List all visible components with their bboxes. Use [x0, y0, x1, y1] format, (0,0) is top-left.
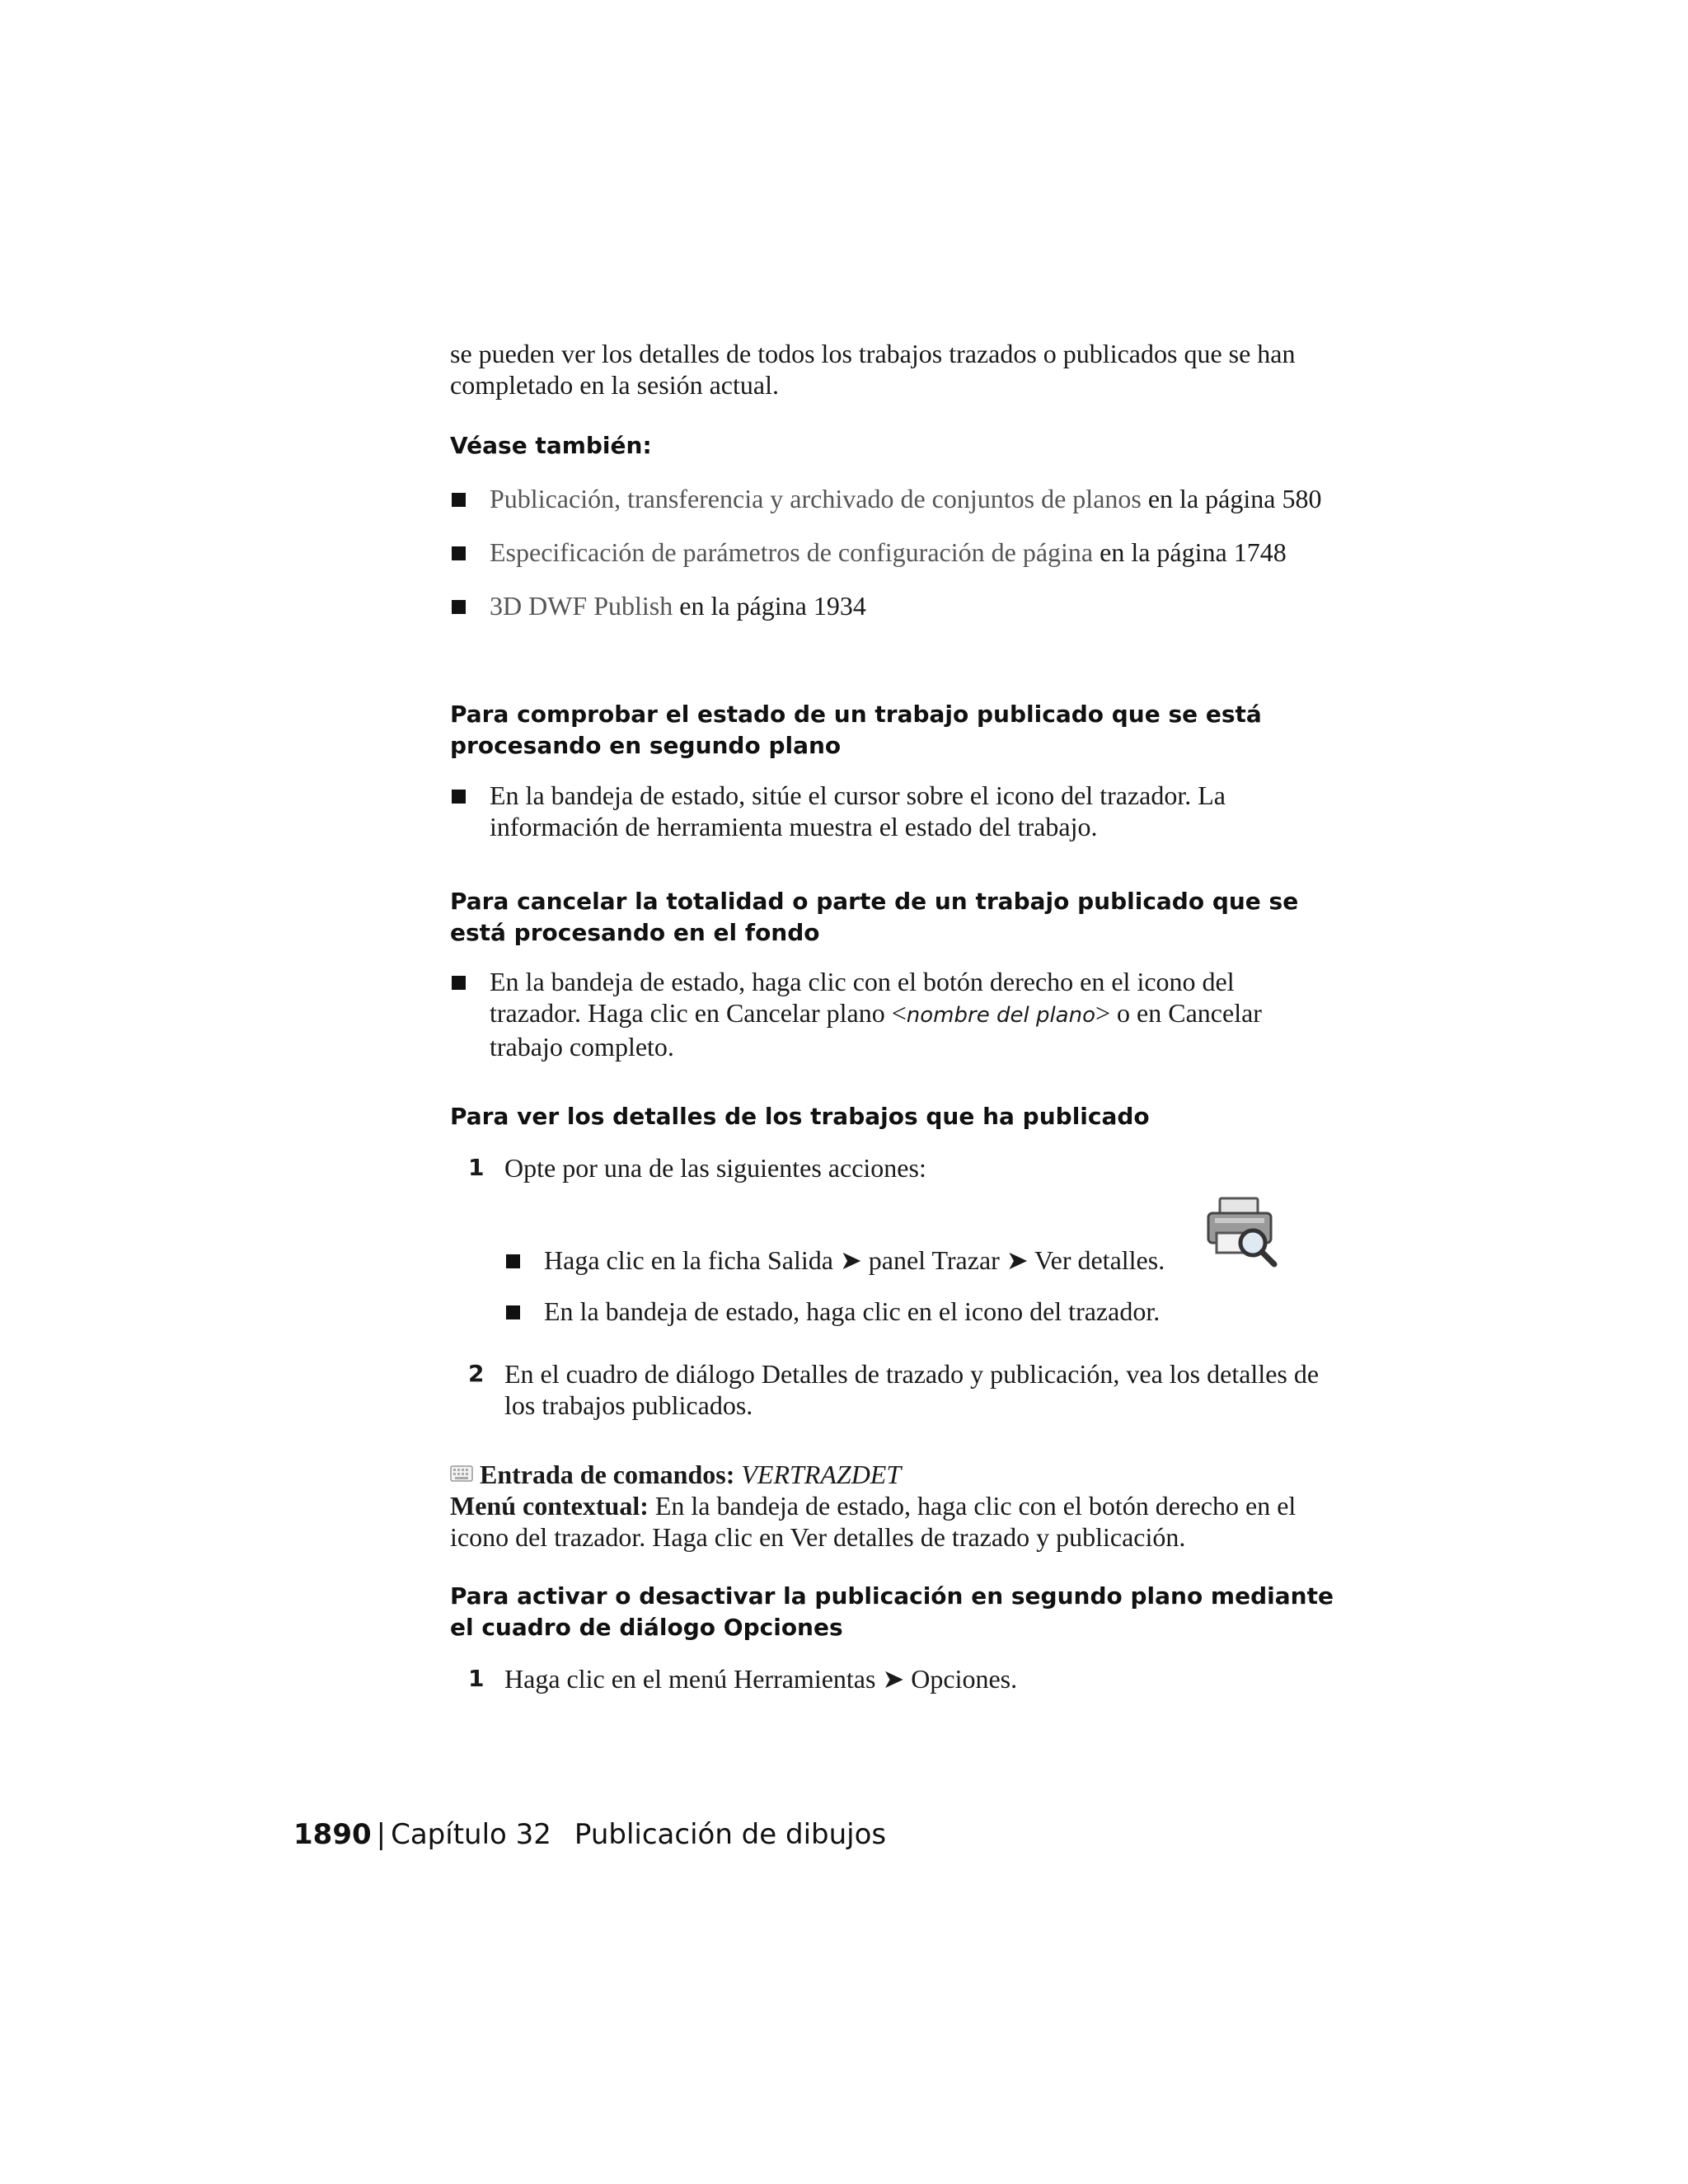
bullet-text: En la bandeja de estado, sitúe el cursor sobre el icono del trazador. La información de herramienta muestra el estado del trabajo.: [490, 780, 1226, 841]
see-also-link[interactable]: Especificación de parámetros de configuración de página: [490, 537, 1094, 567]
context-menu-text: En la bandeja de estado, haga clic con el botón derecho en el icono del trazador. Haga clic en Ver detalles de trazado y publicación.: [450, 1491, 1296, 1552]
list-item: [504, 1296, 1329, 1327]
see-also-link[interactable]: Publicación, transferencia y archivado de conjuntos de planos: [490, 484, 1142, 513]
bullet-text: En la bandeja de estado, haga clic en el icono del trazador.: [544, 1296, 1160, 1326]
page-ref: en la página 1748: [1093, 537, 1287, 567]
page-ref: en la página 1934: [673, 591, 866, 621]
step-number: 1: [468, 1154, 485, 1181]
bullet-square-icon: [506, 1254, 520, 1268]
list-item: [450, 966, 1332, 1062]
keyboard-icon: [450, 1465, 473, 1482]
bullet-square-icon: [506, 1305, 520, 1319]
step-text: Haga clic en el menú Herramientas ➤ Opciones.: [504, 1664, 1018, 1694]
context-menu-info: [450, 1490, 1348, 1553]
bullet-square-icon: [452, 976, 466, 990]
page-ref: en la página 580: [1141, 484, 1322, 513]
step-number: 1: [468, 1665, 485, 1692]
command-label: Entrada de comandos:: [480, 1460, 735, 1489]
section-bullet-list: [450, 780, 1324, 842]
bullet-square-icon: [452, 493, 466, 507]
see-also-list: [450, 483, 1365, 644]
see-also-heading: Véase también:: [450, 432, 652, 459]
section-heading: Para comprobar el estado de un trabajo publicado que se está procesando en segundo plano: [450, 701, 1262, 759]
step-text: Opte por una de las siguientes acciones:: [504, 1153, 926, 1183]
bullet-text: En la bandeja de estado, haga clic con el botón derecho en el icono del trazador. Haga clic en Cancelar plano <: [490, 967, 1235, 1028]
list-item: [450, 780, 1324, 842]
see-also-link[interactable]: 3D DWF Publish: [490, 591, 673, 621]
section-heading: Para ver los detalles de los trabajos que ha publicado: [450, 1103, 1150, 1130]
intro-paragraph: se pueden ver los detalles de todos los trabajos trazados o publicados que se han completado en la sesión actual.: [450, 339, 1296, 400]
footer-separator: |: [376, 1818, 387, 1851]
step-text: En el cuadro de diálogo Detalles de trazado y publicación, vea los detalles de los trabajos publicados.: [504, 1359, 1320, 1420]
section-heading: Para activar o desactivar la publicación en segundo plano mediante el cuadro de diálogo Opciones: [450, 1582, 1334, 1641]
see-also-item: [450, 590, 1365, 621]
bullet-square-icon: [452, 790, 466, 804]
bullet-text: > o en Cancelar trabajo completo.: [490, 998, 1262, 1062]
step-number: 2: [468, 1360, 485, 1387]
placeholder-text: nombre del plano: [906, 1003, 1095, 1028]
section-heading: Para cancelar la totalidad o parte de un trabajo publicado que se está procesando en el fondo: [450, 888, 1299, 946]
chapter-title: Publicación de dibujos: [574, 1818, 887, 1851]
chapter-label: Capítulo 32: [391, 1818, 551, 1851]
bullet-square-icon: [452, 600, 466, 614]
context-menu-label: Menú contextual:: [450, 1491, 649, 1521]
see-also-item: [450, 537, 1365, 568]
bullet-square-icon: [452, 546, 466, 560]
command-entry: [450, 1459, 1357, 1490]
bullet-text: Haga clic en la ficha Salida ➤ panel Trazar ➤ Ver detalles.: [544, 1245, 1165, 1275]
see-also-item: [450, 483, 1365, 514]
page-number: 1890: [293, 1818, 372, 1851]
command-value: VERTRAZDET: [741, 1460, 902, 1489]
section-bullet-list: [450, 966, 1332, 1062]
page-footer: [293, 1818, 886, 1851]
sub-action-list: [504, 1244, 1329, 1276]
list-item: [504, 1244, 1329, 1276]
sub-action-list: [504, 1296, 1329, 1327]
